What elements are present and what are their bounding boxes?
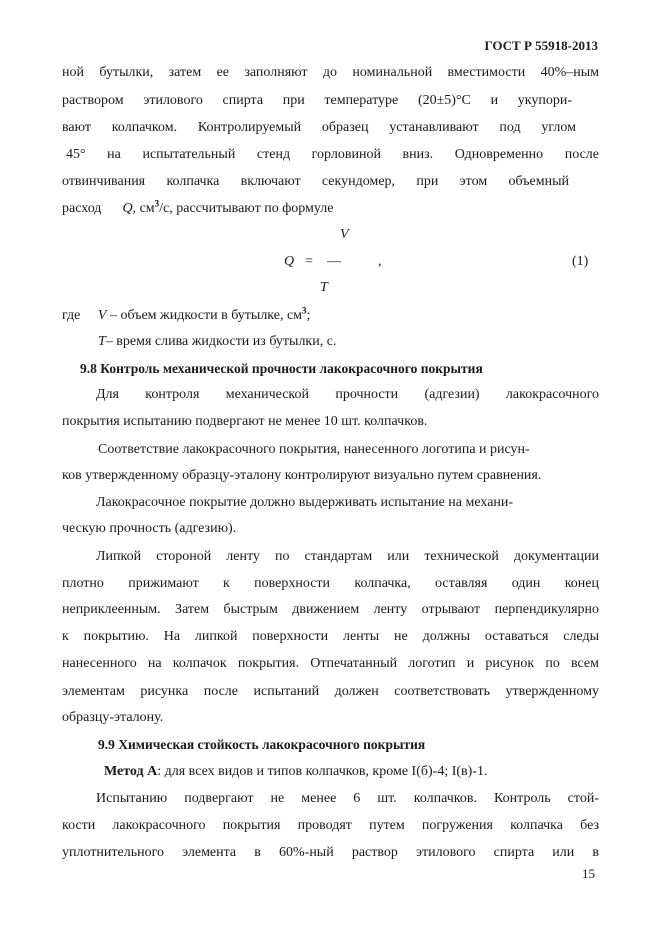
flow-symbol: Q, bbox=[122, 201, 137, 216]
where-v-sup: 3 bbox=[302, 305, 307, 316]
page-number: 15 bbox=[582, 866, 595, 881]
where-v-line bbox=[62, 307, 599, 325]
section-heading-9-8: 9.8 Контроль механической прочности лакокрасочного покрытия bbox=[80, 361, 483, 376]
body-line: образцу-эталону. bbox=[62, 710, 164, 725]
where-t-line bbox=[98, 333, 635, 351]
document-header: ГОСТ Р 55918-2013 bbox=[484, 38, 598, 53]
body-line: Испытанию подвергают не менее 6 шт. колпачков. Контроль стой- bbox=[96, 791, 599, 806]
where-v-text: – объем жидкости в бутылке, см bbox=[109, 308, 303, 323]
flow-rate-line bbox=[62, 200, 599, 218]
formula-numerator: V bbox=[340, 227, 349, 242]
flow-unit-sup: 3 bbox=[154, 198, 160, 209]
where-t-symbol: T bbox=[98, 334, 106, 349]
body-line: ков утвержденному образцу-эталону контролируют визуально путем сравнения. bbox=[62, 468, 542, 483]
where-v-end: ; bbox=[306, 308, 311, 323]
flow-unit: см bbox=[139, 201, 155, 216]
formula-fraction-bar: — bbox=[327, 254, 341, 269]
body-line: Соответствие лакокрасочного покрытия, нанесенного логотипа и рисун- bbox=[98, 442, 530, 457]
body-line: кости лакокрасочного покрытия проводят путем погружения колпачка без bbox=[62, 818, 599, 833]
body-line: плотно прижимают к поверхности колпачка, оставляя один конец bbox=[62, 576, 599, 591]
body-line: ческую прочность (адгезию). bbox=[62, 521, 237, 536]
body-line: отвинчивания колпачка включают секундомер, при этом объемный bbox=[62, 174, 569, 189]
body-line: Лакокрасочное покрытие должно выдерживать испытание на механи- bbox=[96, 495, 514, 510]
flow-prefix: расход bbox=[62, 201, 102, 216]
method-label: Метод А bbox=[104, 764, 158, 779]
body-line: нанесенного на колпачок покрытия. Отпечатанный логотип и рисунок по всем bbox=[62, 656, 599, 671]
body-line: Для контроля механической прочности (адгезии) лакокрасочного bbox=[96, 387, 599, 402]
method-text: : для всех видов и типов колпачков, кроме I(б)-4; I(в)-1. bbox=[157, 764, 488, 779]
section-heading-9-9: 9.9 Химическая стойкость лакокрасочного покрытия bbox=[98, 737, 426, 752]
body-line: ной бутылки, затем ее заполняют до номинальной вместимости 40%–ным bbox=[62, 65, 599, 80]
body-line: неприклеенным. Затем быстрым движением ленту отрывают перпендикулярно bbox=[62, 602, 599, 617]
body-line: элементам рисунка после испытаний должен соответствовать утвержденному bbox=[62, 684, 599, 699]
formula-number: (1) bbox=[572, 254, 589, 269]
where-word: где bbox=[62, 308, 81, 323]
method-line bbox=[104, 763, 641, 781]
formula-comma: , bbox=[378, 254, 382, 269]
body-line: Липкой стороной ленту по стандартам или технической документации bbox=[96, 549, 599, 564]
body-line: вают колпачком. Контролируемый образец устанавливают под углом bbox=[62, 120, 576, 135]
formula-denominator: T bbox=[320, 280, 328, 295]
body-line: к покрытию. На липкой поверхности ленты не должны оставаться следы bbox=[62, 629, 599, 644]
where-v-symbol: V bbox=[97, 308, 107, 323]
formula-lhs: Q bbox=[284, 254, 295, 269]
body-line: 45° на испытательный стенд горловиной вниз. Одновременно после bbox=[66, 147, 599, 162]
body-line: уплотнительного элемента в 60%-ный раствор этилового спирта или в bbox=[62, 845, 599, 860]
body-line: раствором этилового спирта при температуре (20±5)°C и укупори- bbox=[62, 93, 572, 108]
formula-equals: = bbox=[305, 254, 313, 269]
where-t-text: – время слива жидкости из бутылки, с. bbox=[105, 334, 337, 349]
flow-suffix: /с, рассчитывают по формуле bbox=[159, 201, 334, 216]
body-line: покрытия испытанию подвергают не менее 10 шт. колпачков. bbox=[62, 414, 428, 429]
